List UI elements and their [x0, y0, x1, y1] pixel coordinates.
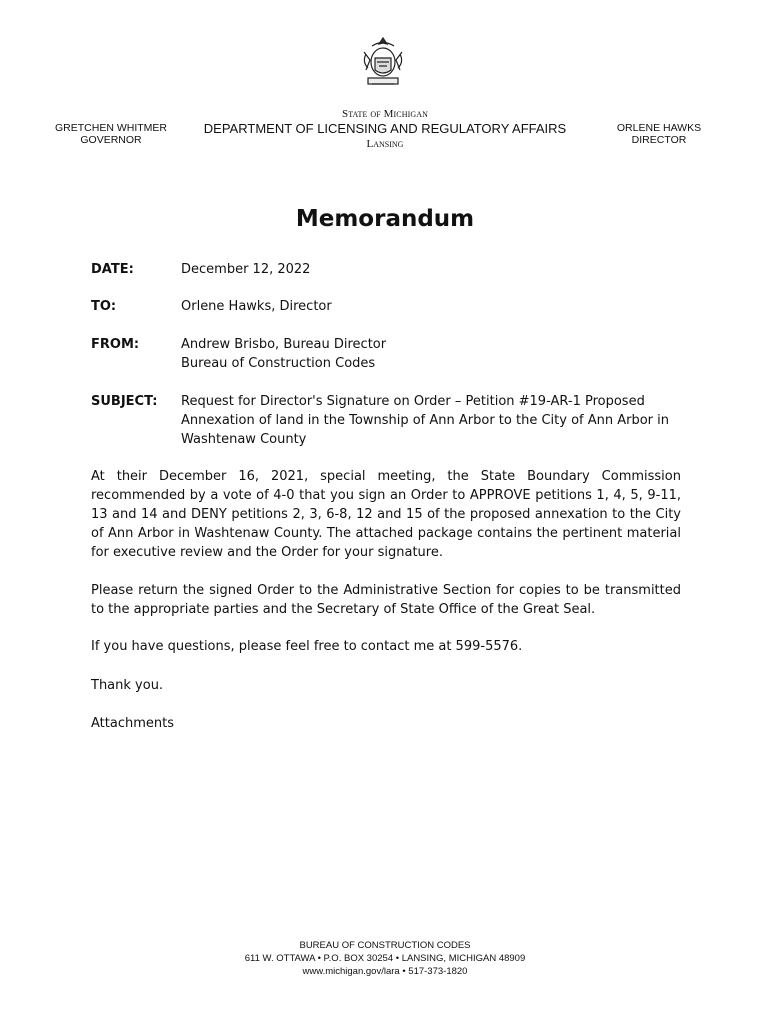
from-label: FROM:	[91, 337, 140, 352]
director-name: ORLENE HAWKS	[616, 122, 702, 134]
memo-title: Memorandum	[295, 206, 475, 232]
to-value: Orlene Hawks, Director	[181, 299, 332, 314]
subject-label: SUBJECT:	[91, 394, 158, 409]
to-label: TO:	[91, 299, 117, 314]
subject-line-2: Annexation of land in the Township of Ann Arbor to the City of Ann Arbor in	[181, 413, 670, 428]
governor-title: GOVERNOR	[80, 134, 142, 146]
date-label: DATE:	[91, 262, 134, 277]
from-value	[181, 335, 681, 373]
governor-block	[52, 122, 170, 146]
from-line-2: Bureau of Construction Codes	[181, 356, 376, 371]
subject-line-3: Washtenaw County	[181, 432, 307, 447]
subject-line-1: Request for Director's Signature on Order – Petition #19-AR-1 Proposed	[181, 394, 645, 409]
director-block	[606, 122, 712, 146]
body-paragraph-5: Attachments	[91, 716, 174, 731]
governor-name: GRETCHEN WHITMER	[55, 122, 167, 134]
body-paragraph-1: At their December 16, 2021, special meeting, the State Boundary Commission recommended by a vote of 4-0 that you sign an Order to APPROVE petitions 1, 4, 5, 9-11, 13 and 14 and DENY petitions 2, 3, 6-8, 12 and 15 of the proposed annexation to the City of Ann Arbor in Washtenaw County. The attached package contains the pertinent material for executive review and the Order for your signature.	[91, 469, 681, 560]
body-paragraph-2: Please return the signed Order to the Administrative Section for copies to be transmitted to the appropriate parties and the Secretary of State Office of the Great Seal.	[91, 583, 681, 617]
department-name: DEPARTMENT OF LICENSING AND REGULATORY AFFAIRS	[203, 121, 567, 136]
footer-contact: www.michigan.gov/lara • 517-373-1820	[302, 966, 468, 977]
footer	[0, 939, 770, 978]
department-block	[190, 107, 580, 151]
footer-address: 611 W. OTTAWA • P.O. BOX 30254 • LANSING, MICHIGAN 48909	[244, 953, 526, 964]
footer-bureau: BUREAU OF CONSTRUCTION CODES	[299, 940, 471, 951]
subject-value	[181, 392, 681, 449]
state-seal-icon	[358, 34, 408, 92]
city-name: Lansing	[366, 138, 404, 150]
date-value: December 12, 2022	[181, 262, 311, 277]
from-line-1: Andrew Brisbo, Bureau Director	[181, 337, 387, 352]
body-paragraph-4: Thank you.	[91, 678, 164, 693]
body-paragraph-3: If you have questions, please feel free to contact me at 599-5576.	[91, 639, 523, 654]
director-title: DIRECTOR	[631, 134, 687, 146]
state-name: State of Michigan	[341, 108, 428, 120]
